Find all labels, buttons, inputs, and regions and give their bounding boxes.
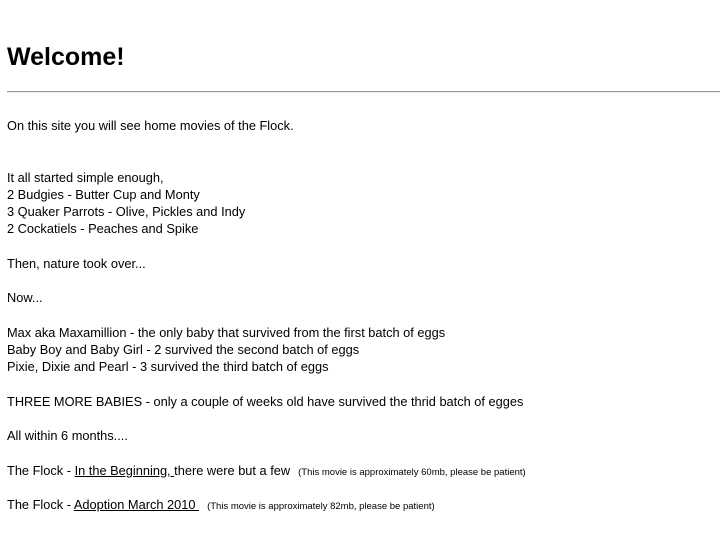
story-line-nature: Then, nature took over... <box>7 256 146 271</box>
story-line-within: All within 6 months.... <box>7 428 128 443</box>
movie-size-note: (This movie is approximately 60mb, please be patient) <box>298 467 526 478</box>
story-line-started: It all started simple enough, <box>7 170 164 185</box>
story-line-budgies: 2 Budgies - Butter Cup and Monty <box>7 187 200 202</box>
movie-suffix: there were but a few <box>174 463 291 478</box>
story-line-quakers: 3 Quaker Parrots - Olive, Pickles and Indy <box>7 204 246 219</box>
movie-link-adoption-march-2010[interactable]: Adoption March 2010 <box>73 497 200 512</box>
movie-line-beginning <box>7 462 526 481</box>
story-line-pixie: Pixie, Dixie and Pearl - 3 survived the third batch of eggs <box>7 359 329 374</box>
story-line-max: Max aka Maxamillion - the only baby that survived from the first batch of eggs <box>7 325 446 340</box>
movie-prefix: The Flock - <box>7 463 75 478</box>
movie-size-note: (This movie is approximately 82mb, please be patient) <box>207 501 435 512</box>
horizontal-divider <box>7 91 720 93</box>
movie-line-adoption <box>7 496 435 515</box>
story-line-now: Now... <box>7 290 43 305</box>
story-line-babies: Baby Boy and Baby Girl - 2 survived the second batch of eggs <box>7 342 360 357</box>
movie-prefix: The Flock - <box>7 497 74 512</box>
movie-link-in-the-beginning[interactable]: In the Beginning, <box>74 463 175 478</box>
story-line-cockatiels: 2 Cockatiels - Peaches and Spike <box>7 221 199 236</box>
intro-text: On this site you will see home movies of the Flock. <box>7 118 294 133</box>
page-title: Welcome! <box>7 43 125 71</box>
story-line-three-more: THREE MORE BABIES - only a couple of weeks old have survived the thrid batch of egges <box>7 394 524 409</box>
